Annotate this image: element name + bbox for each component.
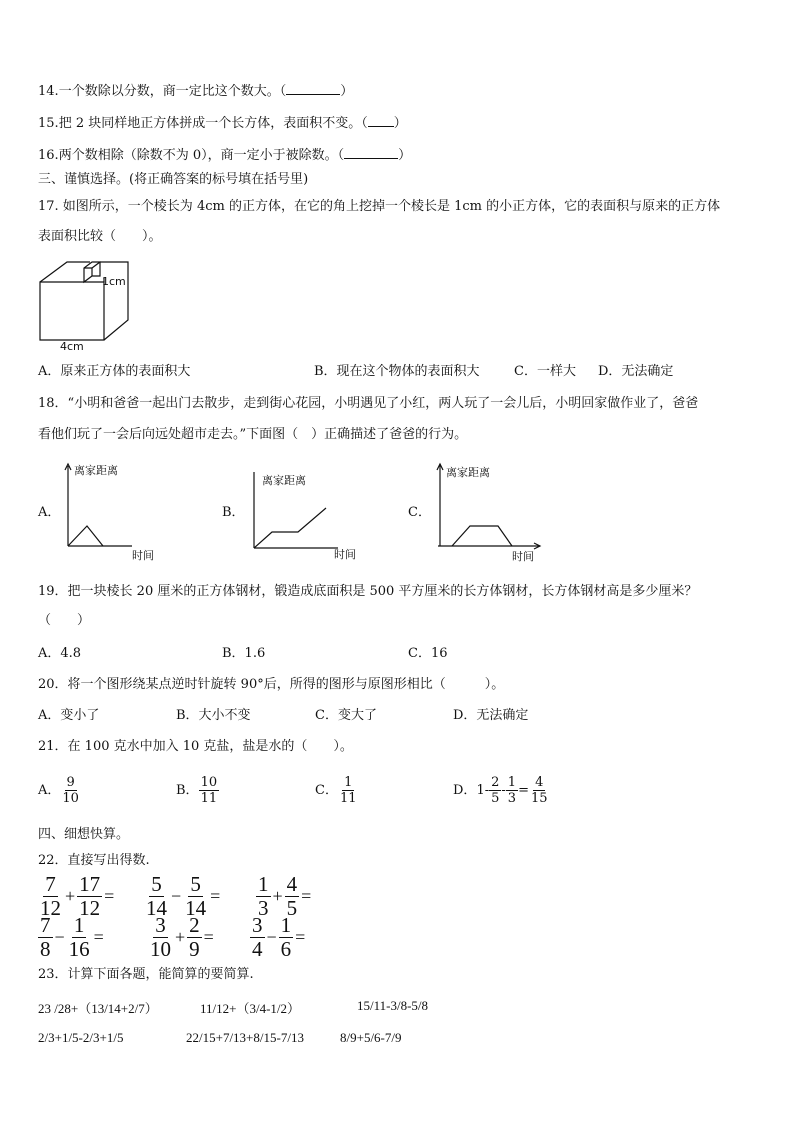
- q19-option-b[interactable]: B．1.6: [222, 646, 266, 661]
- graph-a-ylabel: 离家距离: [74, 464, 118, 477]
- q19-option-a[interactable]: A．4.8: [38, 646, 82, 661]
- graph-b-xlabel: 时间: [334, 548, 356, 561]
- calc-item: $\frac{1}{3}$ + $\frac{4}{5}$ =: [258, 872, 312, 920]
- q21-option-d[interactable]: D． 1- $\frac{2}{5}$ - $\frac{1}{3}$ = $\frac{4}{15}$: [453, 775, 548, 806]
- q18-option-b-label[interactable]: B．: [222, 505, 245, 520]
- question-20: 20．将一个图形绕某点逆时针旋转 90°后，所得的图形与原图形相比（ ）。: [38, 677, 505, 692]
- calc-expression: 2/3+1/5-2/3+1/5: [38, 1030, 124, 1045]
- question-17-line1: 17. 如图所示，一个棱长为 4cm 的正方体，在它的角上挖掉一个棱长是 1cm 的小正方体，它的表面积与原来的正方体: [38, 199, 721, 214]
- calc-item: $\frac{7}{8}$ − $\frac{1}{16}$ =: [40, 913, 104, 961]
- answer-blank[interactable]: [344, 146, 398, 159]
- answer-blank[interactable]: [286, 82, 340, 95]
- question-18-line2: 看他们玩了一会后向远处超市走去。”下面图（ ）正确描述了爸爸的行为。: [38, 427, 468, 442]
- calc-item: $\frac{3}{10}$ + $\frac{2}{9}$ =: [150, 913, 214, 961]
- q21-option-b[interactable]: B． $\frac{10}{11}$: [176, 775, 218, 806]
- graph-c-ylabel: 离家距离: [446, 466, 490, 479]
- q18-option-c-label[interactable]: C．: [408, 505, 431, 520]
- q20-option-c[interactable]: C．变大了: [315, 708, 377, 723]
- big-cube-label: 4cm: [60, 340, 84, 351]
- q20-option-a[interactable]: A．变小了: [38, 708, 100, 723]
- graph-c: [432, 458, 552, 562]
- question-14: 14.一个数除以分数，商一定比这个数大。（ ）: [38, 84, 354, 99]
- q20-option-d[interactable]: D．无法确定: [453, 708, 529, 723]
- question-23: 23．计算下面各题，能简算的要简算.: [38, 967, 254, 982]
- q20-option-b[interactable]: B．大小不变: [176, 708, 251, 723]
- graph-a-xlabel: 时间: [132, 549, 154, 562]
- calc-expression: 15/11-3/8-5/8: [357, 998, 429, 1013]
- fraction: $\frac{2}{5}$: [491, 775, 500, 806]
- fraction: $\frac{1}{11}$: [339, 775, 357, 806]
- calc-expression: 8/9+5/6-7/9: [340, 1030, 402, 1045]
- calc-item: $\frac{5}{14}$ − $\frac{5}{14}$ =: [146, 872, 221, 920]
- fraction: $\frac{4}{15}$: [530, 775, 548, 806]
- q19-option-c[interactable]: C．16: [408, 646, 448, 661]
- graph-b-ylabel: 离家距离: [262, 474, 306, 487]
- graph-a: [60, 460, 170, 562]
- q17-option-b[interactable]: B．现在这个物体的表面积大: [314, 364, 480, 379]
- fraction: $\frac{9}{10}$: [62, 775, 79, 806]
- calc-expression: 23 /28+（13/14+2/7）: [38, 1001, 158, 1016]
- q21-option-a[interactable]: A． $\frac{9}{10}$: [38, 775, 79, 806]
- question-15: 15.把 2 块同样地正方体拼成一个长方体，表面积不变。（ ）: [38, 116, 407, 131]
- q17-option-d[interactable]: D．无法确定: [598, 364, 674, 379]
- question-21: 21．在 100 克水中加入 10 克盐，盐是水的（ ）。: [38, 739, 353, 754]
- q21-option-c[interactable]: C． $\frac{1}{11}$: [315, 775, 357, 806]
- q18-option-a-label[interactable]: A．: [38, 505, 61, 520]
- calc-expression: 11/12+（3/4-1/2）: [200, 1001, 301, 1016]
- cube-figure: [34, 256, 144, 351]
- question-19-line2: （ ）: [38, 613, 91, 628]
- question-18-line1: 18．“小明和爸爸一起出门去散步，走到街心花园，小明遇见了小红，两人玩了一会儿后，小明回家做作业了，爸爸: [38, 396, 699, 411]
- calc-item: $\frac{3}{4}$ − $\frac{1}{6}$ =: [252, 913, 306, 961]
- section-3-heading: 三、谨慎选择。(将正确答案的标号填在括号里): [38, 172, 309, 187]
- fraction: $\frac{10}{11}$: [200, 775, 218, 806]
- small-cube-label: 1cm: [102, 275, 126, 288]
- q17-option-a[interactable]: A．原来正方体的表面积大: [38, 364, 191, 379]
- answer-blank[interactable]: [368, 114, 394, 127]
- question-19-line1: 19．把一块棱长 20 厘米的正方体钢材，锻造成底面积是 500 平方厘米的长方体钢材，长方体钢材高是多少厘米？: [38, 584, 698, 599]
- calc-expression: 22/15+7/13+8/15-7/13: [186, 1030, 304, 1045]
- graph-b: [246, 462, 366, 562]
- graph-c-xlabel: 时间: [512, 550, 534, 562]
- fraction: $\frac{1}{3}$: [507, 775, 517, 806]
- q17-option-c[interactable]: C．一样大: [514, 364, 576, 379]
- calc-item: $\frac{7}{12}$ + $\frac{17}{12}$ =: [40, 872, 115, 920]
- question-17-line2: 表面积比较（ ）。: [38, 229, 162, 244]
- question-16: 16.两个数相除（除数不为 0），商一定小于被除数。（ ）: [38, 148, 412, 163]
- section-4-heading: 四、细想快算。: [38, 827, 130, 842]
- question-22: 22．直接写出得数.: [38, 853, 150, 868]
